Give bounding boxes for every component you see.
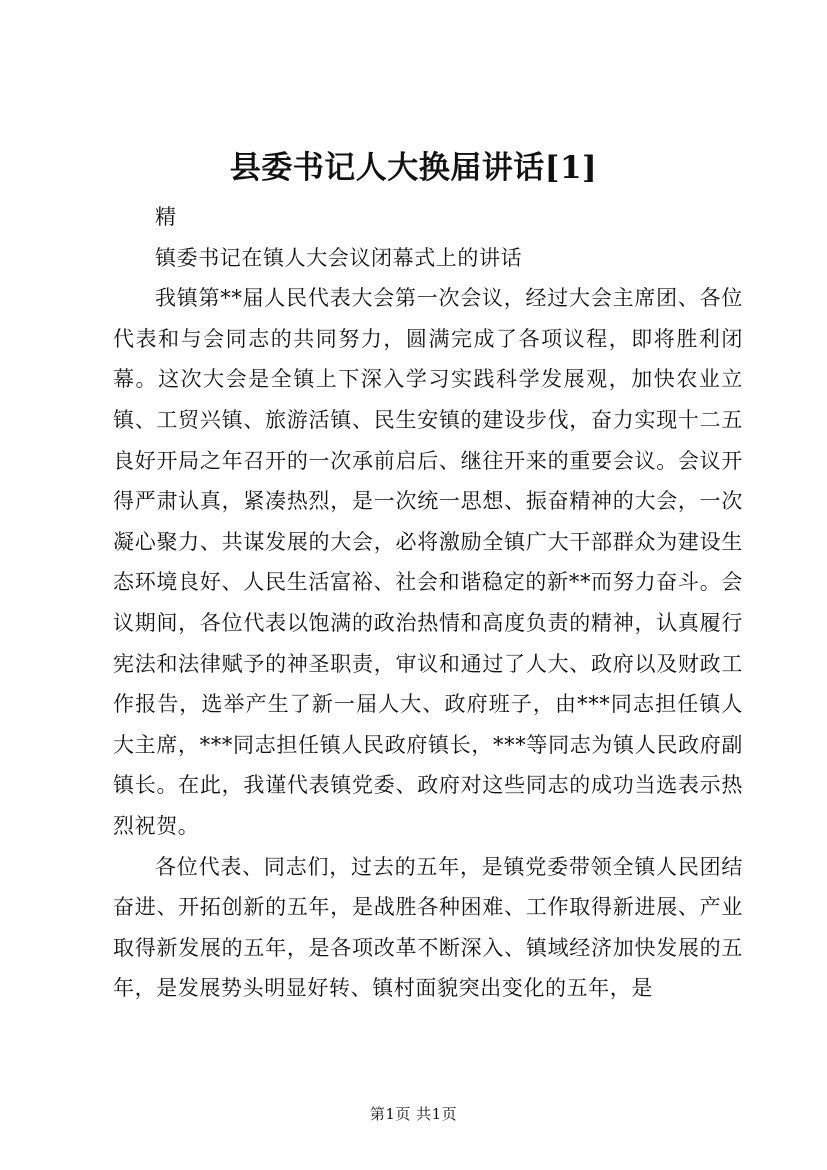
document-title: 县委书记人大换届讲话[1] (229, 150, 598, 186)
paragraph-label: 精 (155, 205, 177, 229)
document-body (113, 197, 743, 1009)
paragraph-opening: 我镇第**届人民代表大会第一次会议，经过大会主席团、各位代表和与会同志的共同努力，圆满完成了各项议程，即将胜利闭幕。这次大会是全镇上下深入学习实践科学发展观，加快农业立镇、工贸兴镇、旅游活镇、民生安镇的建设步伐，奋力实现十二五良好开局之年召开的一次承前启后、继往开来的重要会议。会议开得严肃认真，紧凑热烈，是一次统一思想、振奋精神的大会，一次凝心聚力、共谋发展的大会，必将激励全镇广大干部群众为建设生态环境良好、人民生活富裕、社会和谐稳定的新**而努力奋斗。会议期间，各位代表以饱满的政治热情和高度负责的精神，认真履行宪法和法律赋予的神圣职责，审议和通过了人大、政府以及财政工作报告，选举产生了新一届人大、政府班子，由***同志担任镇人大主席，***同志担任镇人民政府镇长，***等同志为镇人民政府副镇长。在此，我谨代表镇党委、政府对这些同志的成功当选表示热烈祝贺。 (113, 286, 743, 838)
paragraph-review: 各位代表、同志们，过去的五年，是镇党委带领全镇人民团结奋进、开拓创新的五年，是战胜各种困难、工作取得新进展、产业取得新发展的五年，是各项改革不断深入、镇域经济加快发展的五年，是发展势头明显好转、镇村面貌突出变化的五年，是 (113, 854, 743, 1001)
page-footer: 第1页 共1页 (369, 1105, 458, 1123)
paragraph-subtitle: 镇委书记在镇人大会议闭幕式上的讲话 (155, 245, 523, 270)
